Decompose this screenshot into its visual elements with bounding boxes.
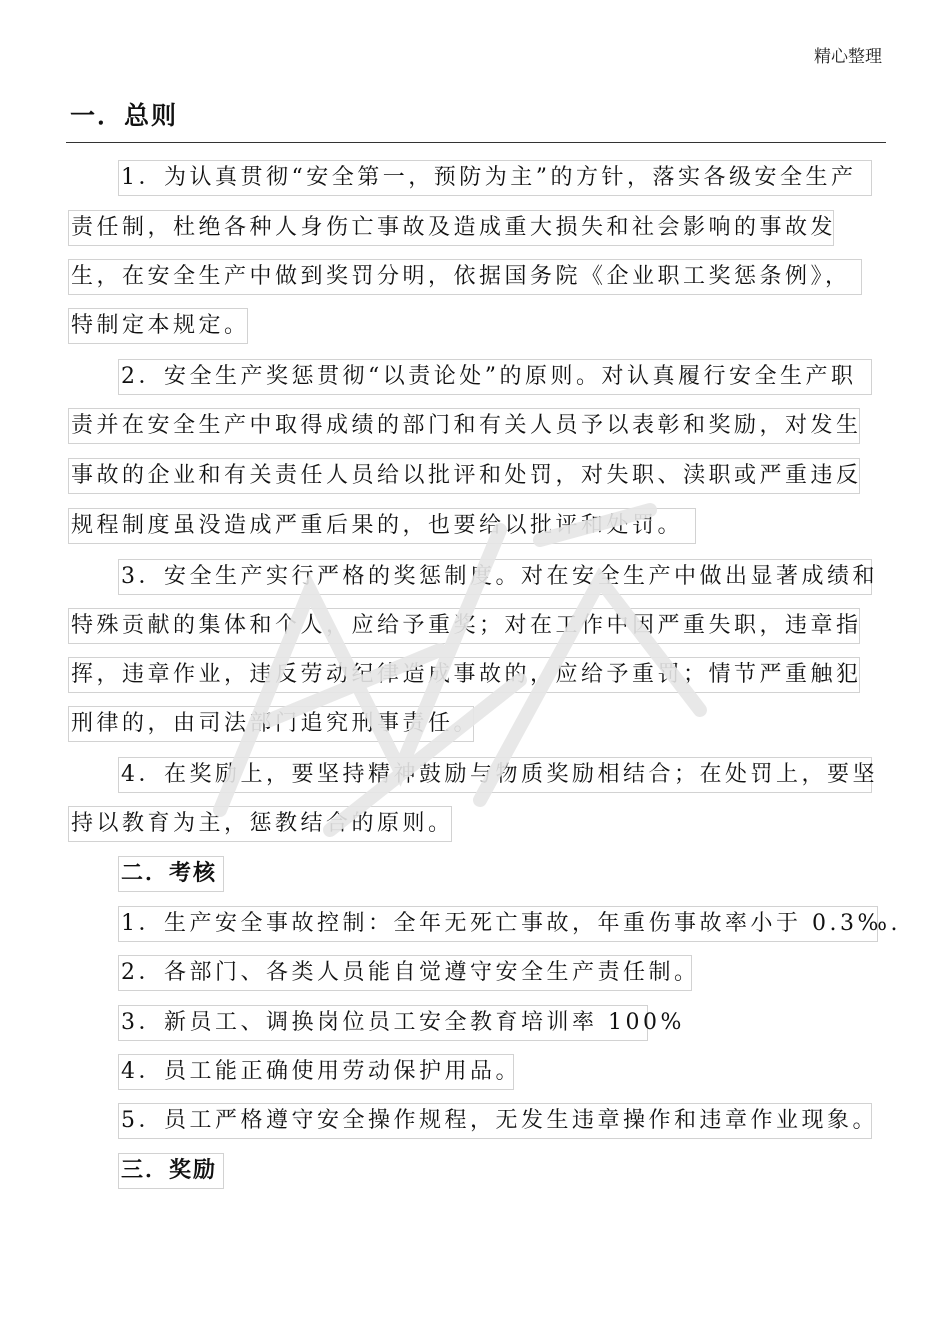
paragraph-line: 事故的企业和有关责任人员给以批评和处罚，对失职、渎职或严重违反 [68, 458, 860, 494]
paragraph-line: 特制定本规定。 [68, 308, 248, 344]
section-1-title: 一．总则 [70, 101, 179, 130]
paragraph-line: 2．安全生产奖惩贯彻“以责论处”的原则。对认真履行安全生产职 [118, 359, 872, 395]
title-rule [66, 142, 886, 143]
assessment-item: 1．生产安全事故控制：全年无死亡事故，年重伤事故率小于 0.3‰. [118, 906, 878, 942]
paragraph-line: 3．安全生产实行严格的奖惩制度。对在安全生产中做出显著成绩和 [118, 559, 872, 595]
assessment-item: 2．各部门、各类人员能自觉遵守安全生产责任制。 [118, 955, 692, 991]
header-note: 精心整理 [814, 47, 882, 67]
paragraph-line: 特殊贡献的集体和个人，应给予重奖；对在工作中因严重失职，违章指 [68, 608, 860, 644]
paragraph-line: 规程制度虽没造成严重后果的，也要给以批评和处罚。 [68, 508, 696, 544]
paragraph-line: 1．为认真贯彻“安全第一，预防为主”的方针，落实各级安全生产 [118, 160, 872, 196]
assessment-item: 5．员工严格遵守安全操作规程，无发生违章操作和违章作业现象。 [118, 1103, 872, 1139]
assessment-item: 3．新员工、调换岗位员工安全教育培训率 100% [118, 1005, 648, 1041]
paragraph-line: 4．在奖励上，要坚持精神鼓励与物质奖励相结合；在处罚上，要坚 [118, 757, 872, 793]
section-2-title: 二．考核 [118, 856, 224, 892]
paragraph-line: 生，在安全生产中做到奖罚分明，依据国务院《企业职工奖惩条例》， [68, 259, 862, 295]
assessment-item: 4．员工能正确使用劳动保护用品。 [118, 1054, 514, 1090]
paragraph-line: 责任制，杜绝各种人身伤亡事故及造成重大损失和社会影响的事故发 [68, 210, 834, 246]
paragraph-line: 刑律的，由司法部门追究刑事责任。 [68, 706, 474, 742]
paragraph-line: 挥，违章作业，违反劳动纪律造成事故的，应给予重罚；情节严重触犯 [68, 657, 860, 693]
paragraph-line: 持以教育为主，惩教结合的原则。 [68, 806, 452, 842]
section-3-title: 三．奖励 [118, 1153, 224, 1189]
paragraph-line: 责并在安全生产中取得成绩的部门和有关人员予以表彰和奖励，对发生 [68, 408, 860, 444]
